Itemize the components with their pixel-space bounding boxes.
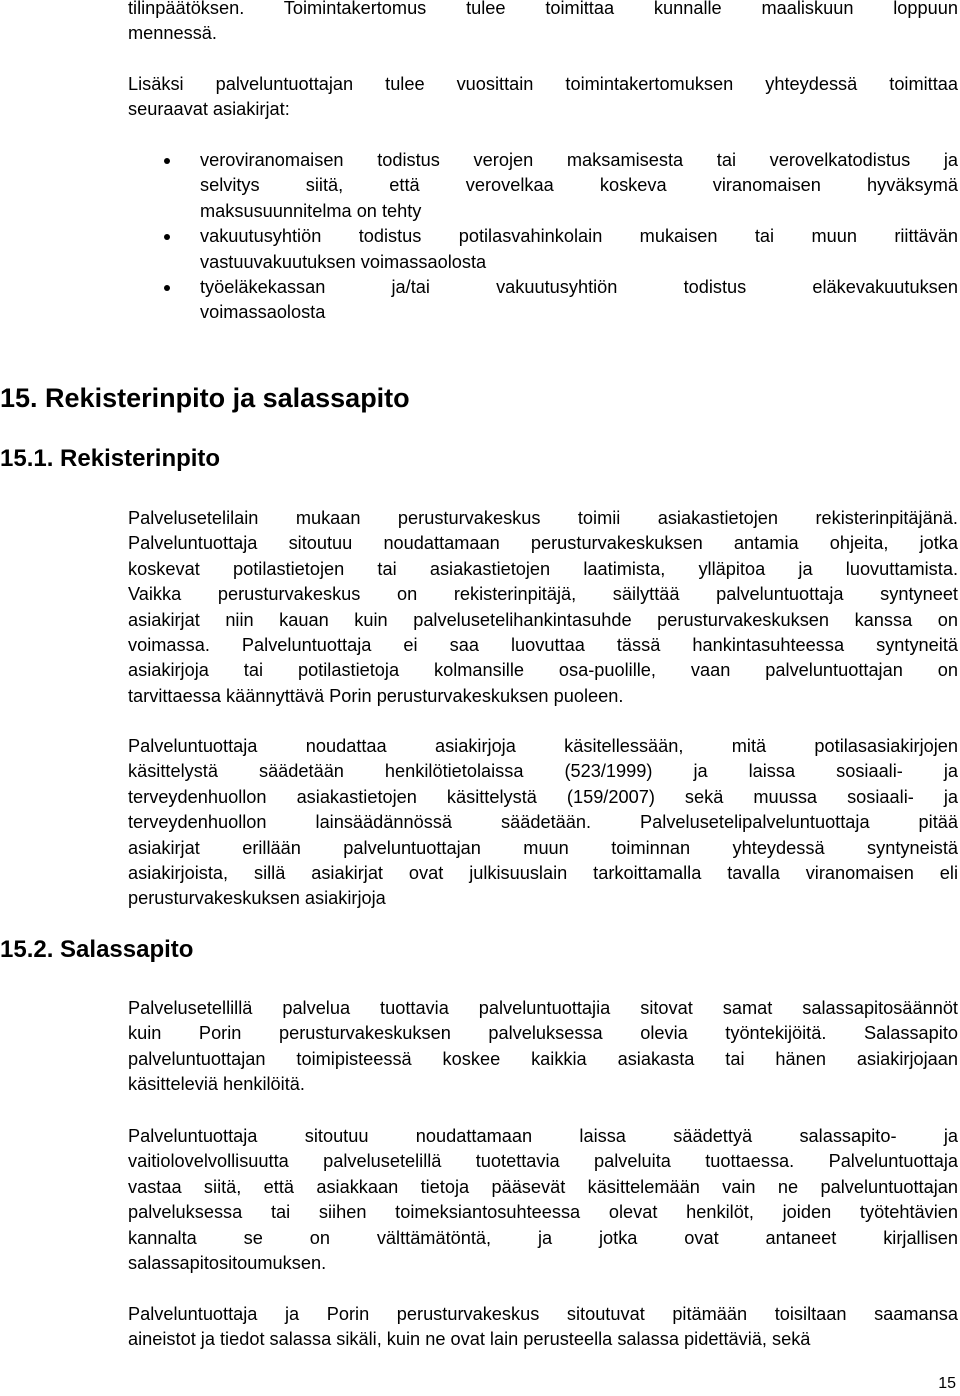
text-line: Palveluntuottaja sitoutuu noudattamaan perusturvakeskuksen antamia ohjeita, jotka: [128, 533, 958, 554]
subsection-heading-salassapito: 15.2. Salassapito: [0, 936, 194, 963]
text-line: kannalta se on välttämätöntä, ja jotka ovat antaneet kirjallisen: [128, 1227, 958, 1248]
text-line: mennessä.: [128, 23, 217, 44]
text-line: tarvittaessa käännyttävä Porin perusturvakeskuksen puoleen.: [128, 685, 624, 706]
text-line: Lisäksi palveluntuottajan tulee vuosittain toimintakertomuksen yhteydessä toimittaa: [128, 74, 958, 94]
text-line: asiakirjoja tai potilastietoja kolmansille osa-puolille, vaan palveluntuottajan on: [128, 660, 958, 681]
text-line: asiakirjat erillään palveluntuottajan muun toiminnan yhteydessä syntyneistä: [128, 837, 958, 858]
page-number: 15: [938, 1375, 956, 1392]
text-line: tilinpäätöksen. Toimintakertomus tulee toimittaa kunnalle maaliskuun loppuun: [128, 0, 958, 18]
text-line: voimassa. Palveluntuottaja ei saa luovuttaa tässä hankintasuhteessa syntyneitä: [128, 635, 958, 656]
rekisterinpito-paragraph-1: [128, 506, 958, 709]
text-line: salassapitositoumuksen.: [128, 1253, 327, 1274]
required-documents-list: [160, 148, 958, 326]
text-line: terveydenhuollon asiakastietojen käsittelystä (159/2007) sekä muussa sosiaali- ja: [128, 786, 958, 807]
salassapito-paragraph-3: [128, 1302, 958, 1353]
text-line: terveydenhuollon lainsäädännössä säädetään. Palvelusetelipalveluntuottaja pitää: [128, 812, 958, 833]
text-line: selvitys siitä, että verovelkaa koskeva viranomaisen hyväksymä: [200, 175, 958, 196]
salassapito-paragraph-2: [128, 1124, 958, 1276]
text-line: asiakirjat niin kauan kuin palvelusetelihankintasuhde perusturvakeskuksen kanssa on: [128, 609, 958, 630]
bullet-icon: [164, 158, 170, 164]
text-line: vakuutusyhtiön todistus potilasvahinkolain mukaisen tai muun riittävän: [200, 226, 958, 247]
text-line: vastuuvakuutuksen voimassaolosta: [200, 251, 487, 272]
text-line: maksusuunnitelma on tehty: [200, 200, 422, 221]
text-line: käsitteleviä henkilöitä.: [128, 1074, 305, 1095]
text-line: työeläkekassan ja/tai vakuutusyhtiön todistus eläkevakuutuksen: [200, 277, 958, 298]
text-line: asiakirjoista, sillä asiakirjat ovat julkisuuslain tarkoittamalla tavalla viranomaisen eli: [128, 863, 958, 884]
text-line: koskevat potilastietojen tai asiakastietojen laatimista, ylläpitoa ja luovuttamista.: [128, 558, 958, 579]
bullet-icon: [164, 285, 170, 291]
text-line: Palvelusetelilain mukaan perusturvakeskus toimii asiakastietojen rekisterinpitäjänä.: [128, 508, 958, 528]
text-line: kuin Porin perusturvakeskuksen palveluksessa olevia työntekijöitä. Salassapito: [128, 1023, 958, 1044]
subsection-heading-rekisterinpito: 15.1. Rekisterinpito: [0, 445, 221, 472]
section-heading: 15. Rekisterinpito ja salassapito: [0, 383, 410, 413]
text-line: Palveluntuottaja sitoutuu noudattamaan laissa säädettyä salassapito- ja: [128, 1126, 958, 1146]
text-line: palveluntuottajan toimipisteessä koskee kaikkia asiakasta tai hänen asiakirjojaan: [128, 1048, 958, 1069]
list-item: [160, 148, 958, 224]
text-line: veroviranomaisen todistus verojen maksamisesta tai verovelkatodistus ja: [200, 150, 958, 170]
text-line: perusturvakeskuksen asiakirjoja: [128, 888, 386, 909]
top-paragraph: [128, 0, 958, 47]
text-line: seuraavat asiakirjat:: [128, 99, 290, 120]
text-line: aineistot ja tiedot salassa sikäli, kuin ne ovat lain perusteella salassa pidettäviä, sekä: [128, 1329, 811, 1350]
text-line: Palveluntuottaja ja Porin perusturvakeskus sitoutuvat pitämään toisiltaan saamansa: [128, 1304, 958, 1324]
salassapito-paragraph-1: [128, 996, 958, 1098]
text-line: palveluksessa tai siihen toimeksiantosuhteessa olevat henkilöt, joiden työtehtävien: [128, 1202, 958, 1223]
text-line: voimassaolosta: [200, 302, 326, 323]
text-line: käsittelystä säädetään henkilötietolaissa (523/1999) ja laissa sosiaali- ja: [128, 761, 958, 782]
bullet-icon: [164, 234, 170, 240]
text-line: vastaa siitä, että asiakkaan tietoja pääsevät käsittelemään vain ne palveluntuottajan: [128, 1176, 958, 1197]
text-line: Palveluntuottaja noudattaa asiakirjoja käsitellessään, mitä potilasasiakirjojen: [128, 736, 958, 756]
text-line: vaitiolovelvollisuutta palvelusetelillä tuotettavia palveluita tuottaessa. Palveluntuottaja: [128, 1151, 958, 1172]
list-item: [160, 275, 958, 326]
list-item: [160, 224, 958, 275]
text-line: Vaikka perusturvakeskus on rekisterinpitäjä, säilyttää palveluntuottaja syntyneet: [128, 584, 958, 605]
intro-paragraph: [128, 72, 958, 123]
rekisterinpito-paragraph-2: [128, 734, 958, 912]
text-line: Palvelusetellillä palvelua tuottavia palveluntuottajia sitovat samat salassapitosäännöt: [128, 998, 958, 1018]
